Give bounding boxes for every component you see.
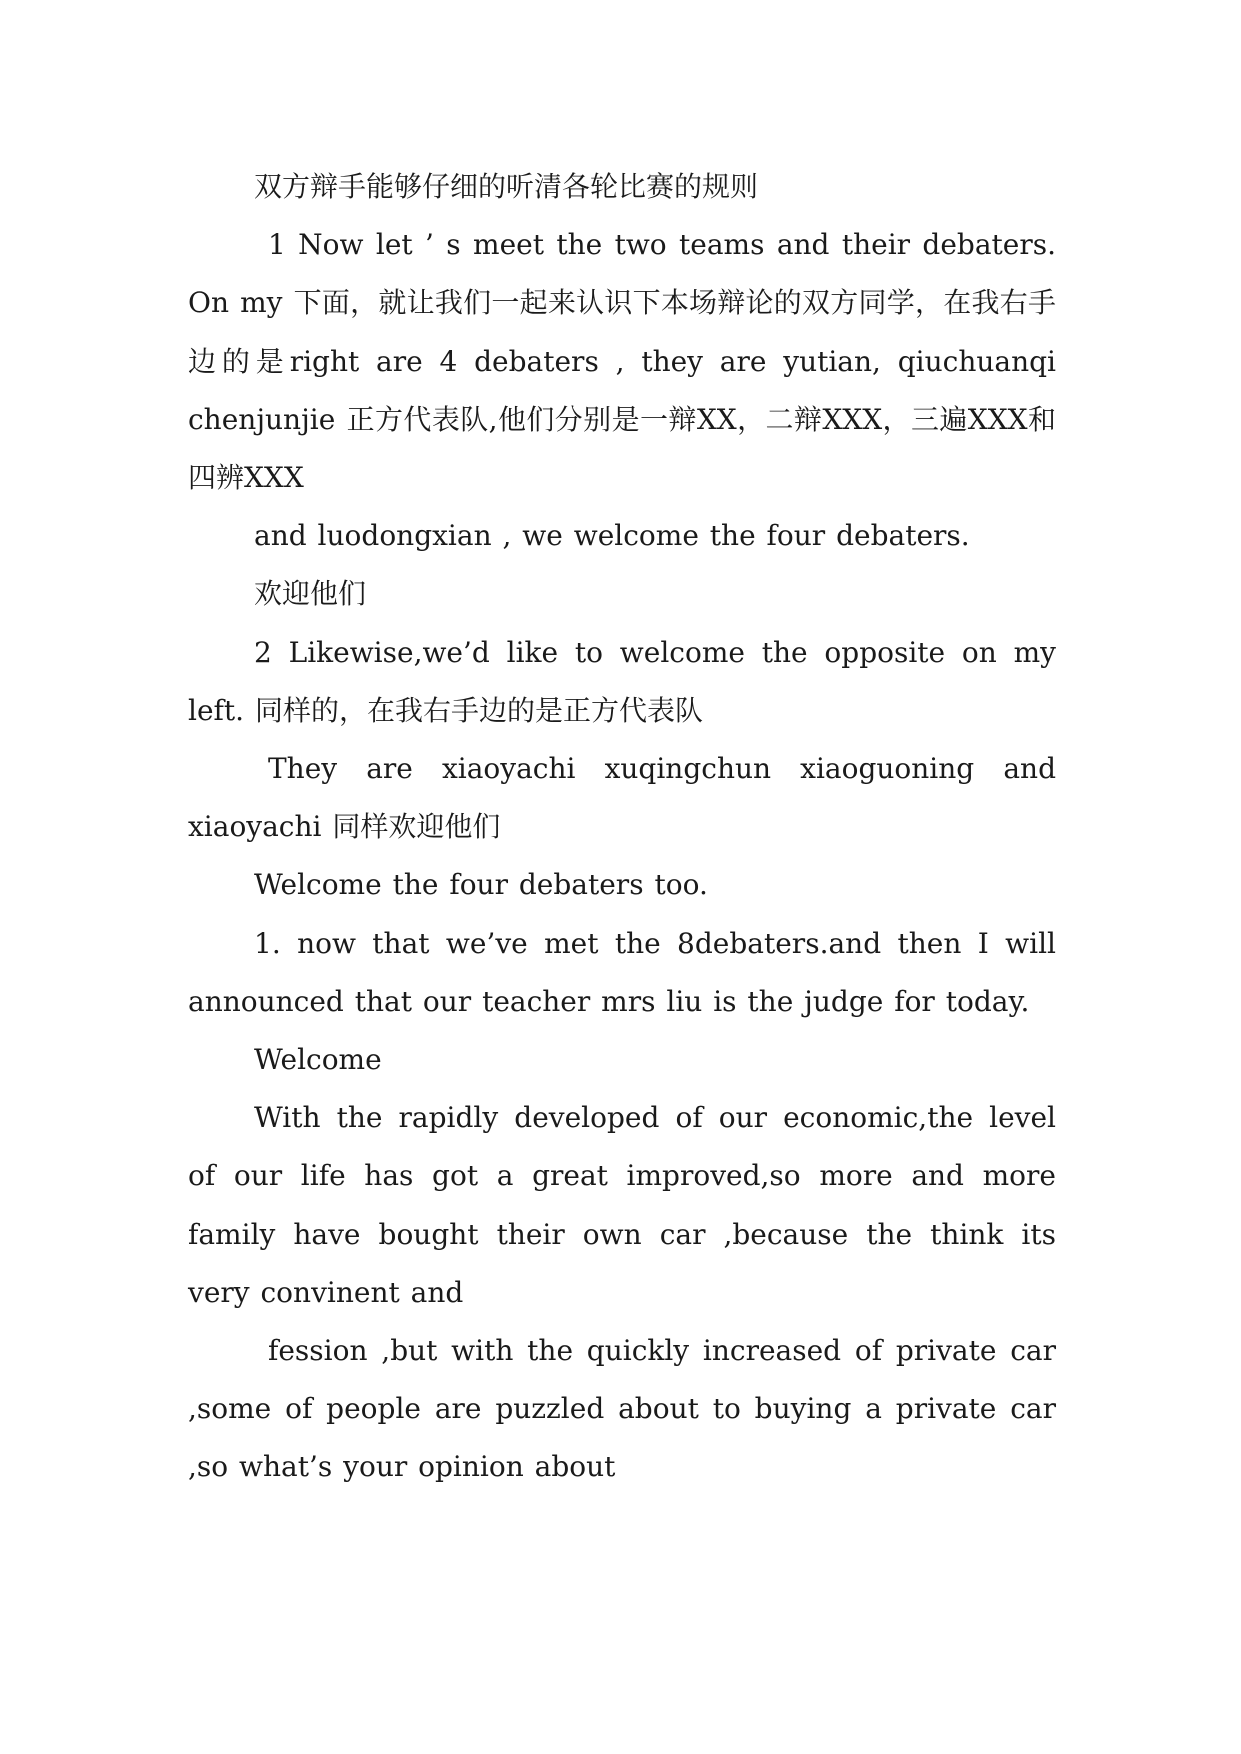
paragraph-they-are: They are xiaoyachi xuqingchun xiaoguoning and xiaoyachi 同样欢迎他们 (188, 752, 1056, 844)
document-body (188, 158, 1056, 1497)
paragraph-private-car: fession ,but with the quickly increased of private car ,some of people are puzzled about to buying a private car ,so what’s your opinion about (188, 1334, 1056, 1484)
paragraph-judge: 1. now that we’ve met the 8debaters.and then I will announced that our teacher mrs liu is the judge for today. (188, 926, 1056, 1018)
paragraph-welcome: Welcome (254, 1043, 382, 1077)
paragraph-opposite-team: 2 Likewise,we’d like to welcome the opposite on my left. 同样的，在我右手边的是正方代表队 (188, 635, 1056, 727)
paragraph-rules: 双方辩手能够仔细的听清各轮比赛的规则 (254, 170, 759, 203)
paragraph-meet-teams: 1 Now let ’ s meet the two teams and their debaters. On my 下面，就让我们一起来认识下本场辩论的双方同学，在我右手边的是right are 4 debaters , they are yutian, qiuchuanqi chenjunjie 正方代表队,他们分别是一辩XX，二辩XXX，三遍XXX和四辨XXX (188, 228, 1056, 495)
paragraph-welcome-four: and luodongxian , we welcome the four debaters. (254, 519, 970, 553)
paragraph-economic: With the rapidly developed of our economic,the level of our life has got a great improved,so more and more family have bought their own car ,because the think its very convinent and (188, 1101, 1056, 1309)
paragraph-welcome-too: Welcome the four debaters too. (254, 868, 708, 902)
paragraph-welcome-them: 欢迎他们 (254, 577, 367, 611)
